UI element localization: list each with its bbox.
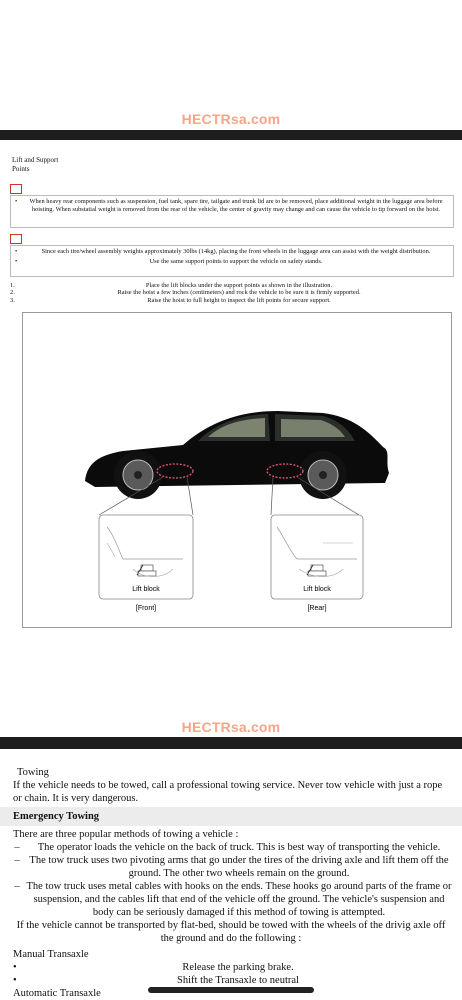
list-item	[0, 961, 462, 974]
note-text: Use the same support points to support the vehicle on safety stands.	[149, 258, 323, 265]
caution-icon	[10, 234, 22, 244]
manual-step-text: Release the parking brake.	[182, 962, 294, 973]
lift-points-illustration	[22, 312, 452, 628]
bullet-mark: •	[15, 258, 18, 265]
list-item	[0, 880, 462, 919]
automatic-transaxle-label: Automatic Transaxle	[13, 988, 101, 999]
section-title-line1: Lift and Support	[12, 156, 59, 164]
watermark-bottom: HECTRsa.com	[181, 719, 281, 735]
step-text: Place the lift blocks under the support points as shown in the illustration.	[145, 282, 333, 289]
emergency-towing-heading: Emergency Towing	[0, 807, 462, 826]
list-item	[0, 841, 462, 854]
step-number: 1.	[10, 282, 15, 289]
car-lift-diagram	[23, 313, 453, 629]
list-item	[10, 282, 454, 289]
note-heavy-components	[10, 195, 454, 228]
method-text: The tow truck uses metal cables with hooks on the ends. These hooks go around parts of the frame or suspension, and the cables lift that end of the vehicle off the ground. The vehicle's suspension and body can be seriously damaged if this method of towing is attempted.	[26, 881, 452, 918]
list-item	[0, 854, 462, 880]
step-text: Raise the hoist to full height to inspect the lift points for secure support.	[147, 296, 331, 304]
methods-intro: There are three popular methods of towing a vehicle :	[13, 829, 239, 840]
flatbed-note: If the vehicle cannot be transported by flat-bed, should be towed with the wheels of the drivig axle off the ground and do the following :	[16, 920, 446, 944]
manual-step-text: Shift the Transaxle to neutral	[177, 975, 299, 986]
bullet-mark: •	[13, 975, 17, 986]
note-text: When heavy rear components such as suspension, fuel tank, spare tire, tailgate and trunk lid are to be removed, place additional weight in the luggage area before hoisting. When substatial weight is removed from the rear of the vehicle, the center of gravity may change and can cause the vehicle to tip forward on the hoist.	[29, 198, 443, 213]
rear-caption: [Rear]	[307, 605, 327, 612]
bullet-mark: •	[13, 962, 17, 973]
towing-section	[0, 766, 462, 1000]
list-item	[10, 289, 454, 296]
towing-title: Towing	[17, 767, 49, 778]
dash-mark: –	[14, 855, 20, 866]
list-item	[0, 974, 462, 987]
rear-lift-block-label: Lift block	[303, 586, 331, 593]
front-caption: [Front]	[135, 605, 157, 612]
watermark-top: HECTRsa.com	[181, 111, 281, 127]
step-number: 3.	[10, 296, 15, 304]
page-divider-bottom	[0, 737, 462, 749]
section-title-line2: Points	[12, 165, 30, 173]
note-wheel-weight	[10, 245, 454, 277]
manual-transaxle-label: Manual Transaxle	[13, 949, 89, 960]
page-divider-top	[0, 130, 462, 140]
step-text: Raise the hoist a few inches (centimeters) and rock the vehicle to be sure it is firmly supported.	[117, 289, 361, 297]
method-text: The operator loads the vehicle on the back of truck. This is best way of transporting the vehicle.	[37, 842, 441, 853]
home-indicator[interactable]	[148, 987, 314, 993]
method-text: The tow truck uses two pivoting arms that go under the tires of the driving axle and lift them off the ground. The other two wheels remain on the ground.	[29, 855, 449, 879]
lift-steps-list	[10, 282, 454, 304]
section-title	[12, 156, 132, 174]
caution-icon	[10, 184, 22, 194]
bullet-mark: •	[15, 248, 18, 255]
list-item	[10, 297, 454, 304]
note-text: Since each tire/wheel assembly weights approximately 30lbs (14kg), placing the front wheels in the luggage area can assist with the weight distribution.	[41, 248, 431, 255]
bullet-mark: •	[15, 198, 18, 205]
step-number: 2.	[10, 289, 15, 297]
dash-mark: –	[14, 842, 20, 853]
towing-text: If the vehicle needs to be towed, call a professional towing service. Never tow vehicle with just a rope or chain. It is very dangerous.	[13, 780, 443, 804]
front-lift-block-label: Lift block	[132, 586, 160, 593]
dash-mark: –	[14, 881, 20, 892]
